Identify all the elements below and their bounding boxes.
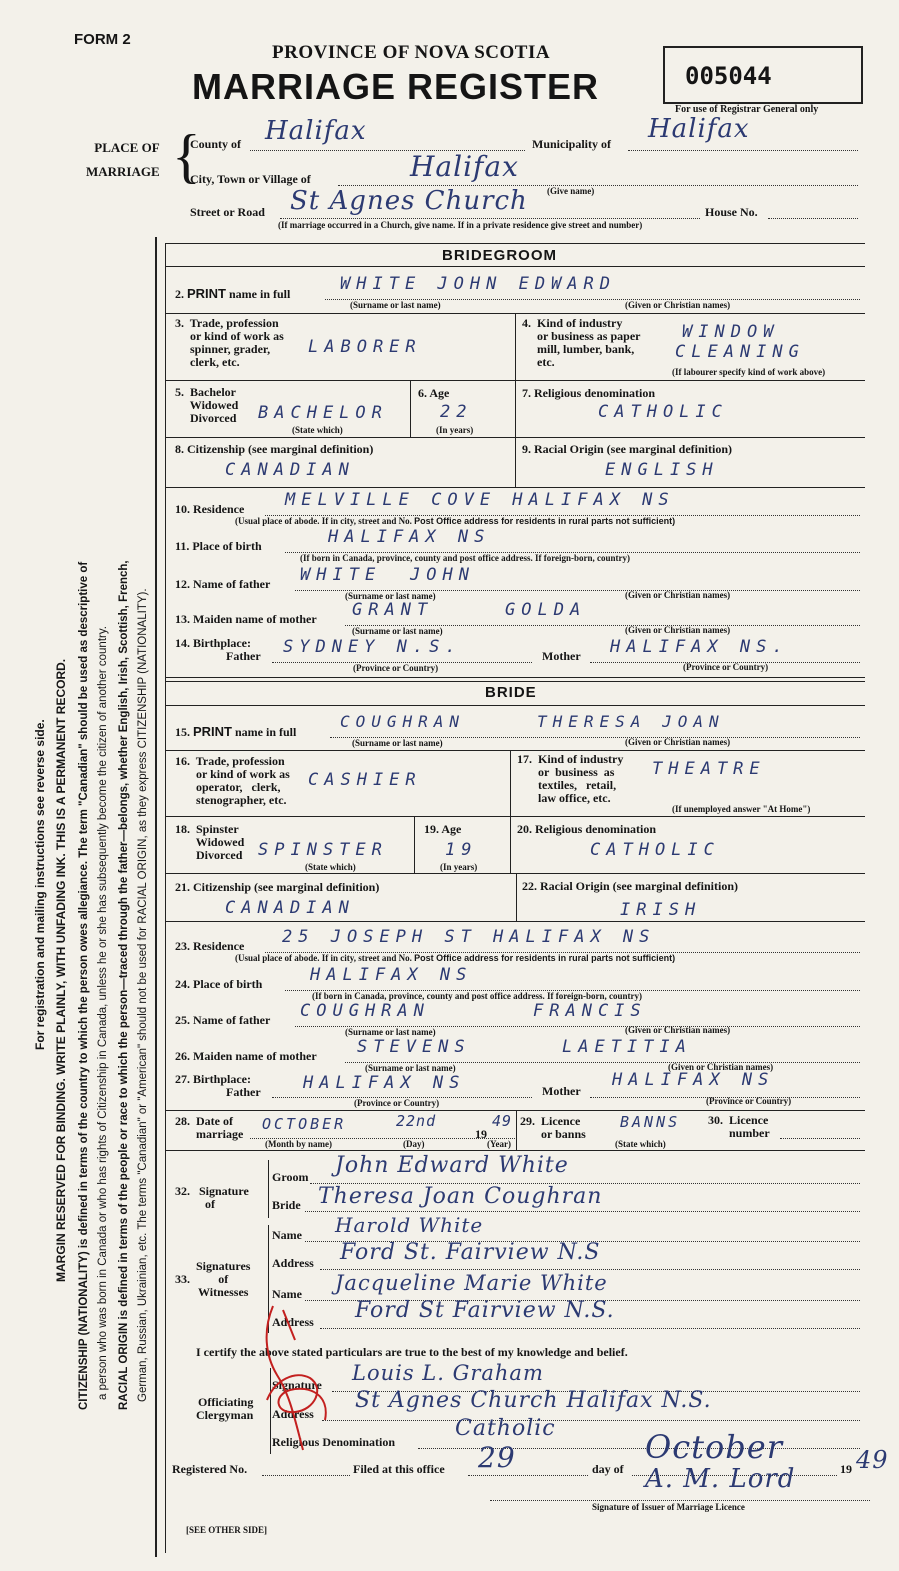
city-value: Halifax [410, 150, 519, 183]
bride-father-bp: HALIFAX NS [303, 1073, 466, 1093]
clergy-religion: Catholic [455, 1416, 556, 1441]
groom-sig-label: Groom [272, 1170, 309, 1184]
municipality-value: Halifax [648, 114, 750, 144]
bride-residence-label: 23. Residence [175, 939, 245, 953]
groom-age-value: 22 [440, 402, 473, 422]
bride-religion-label: 20. Religious denomination [517, 822, 657, 836]
filed-month: October [645, 1428, 783, 1466]
groom-father-given-caption: (Given or Christian names) [625, 590, 731, 600]
see-other-side: [SEE OTHER SIDE] [186, 1525, 268, 1535]
county-value: Halifax [265, 116, 367, 146]
w1-name-label: Name [272, 1228, 302, 1242]
groom-given-caption: (Given or Christian names) [625, 300, 731, 310]
issuer-caption: Signature of Issuer of Marriage Licence [592, 1502, 745, 1512]
bride-surname-caption: (Surname or last name) [352, 738, 443, 748]
groom-residence-value: MELVILLE COVE HALIFAX NS [285, 490, 675, 510]
groom-birth-caption: (If born in Canada, province, county and post office address. If foreign-born, country) [300, 553, 631, 563]
margin-note-2: MARGIN RESERVED FOR BINDING. WRITE PLAINLY, WITH UNFADING INK. THIS IS A PERMANENT RECORD. [54, 658, 68, 1282]
groom-parents-bp-label: 14. Birthplace: Father [175, 636, 261, 663]
bride-mother-surname: STEVENS [357, 1037, 471, 1057]
registrar-note: For use of Registrar General only [675, 104, 819, 115]
bridegroom-heading: BRIDEGROOM [442, 247, 557, 264]
certification-text: I certify the above stated particulars are true to the best of my knowledge and belief. [196, 1345, 628, 1359]
bride-citizenship-label: 21. Citizenship (see marginal definition) [175, 880, 380, 894]
groom-father-surname: WHITE [300, 565, 382, 585]
clergy-address: St Agnes Church Halifax N.S. [355, 1388, 712, 1413]
groom-mother-given-caption: (Given or Christian names) [625, 625, 731, 635]
bride-trade-value: CASHIER [308, 770, 422, 790]
marriage-day: 22nd [396, 1112, 437, 1130]
street-value: St Agnes Church [290, 186, 528, 216]
groom-industry-label: 4. Kind of industry or business as paper mill, lumber, bank, etc. [522, 316, 641, 369]
licence-caption: (State which) [615, 1139, 666, 1149]
city-caption: (Give name) [547, 186, 595, 196]
clergy-signature: Louis L. Graham [352, 1361, 544, 1385]
groom-industry-value2: CLEANING [675, 342, 805, 362]
groom-father-given: JOHN [410, 565, 475, 585]
margin-note-6: German, Russian, Ukrainian, etc. The terms "Canadian" or "American" should not be used for RACIAL ORIGIN, as they express CITIZENSHIP (NATIONALITY). [137, 588, 149, 1402]
filed-day: 29 [478, 1441, 516, 1474]
marriage-date-label: 28. Date of marriage [175, 1114, 244, 1141]
registered-no-label: Registered No. [172, 1462, 248, 1476]
bride-father-given-caption: (Given or Christian names) [625, 1025, 731, 1035]
w2-name: Jacqueline Marie White [335, 1271, 608, 1295]
red-check-mark [255, 1300, 345, 1460]
bride-birth-caption: (If born in Canada, province, county and post office address. If foreign-born, country) [312, 991, 643, 1001]
groom-residence-label: 10. Residence [175, 502, 245, 516]
groom-status-value: BACHELOR [258, 403, 388, 423]
groom-province-caption-f: (Province or Country) [353, 663, 439, 673]
register-number: 005044 [685, 62, 772, 90]
clergy-signature-label: Signature [272, 1378, 322, 1392]
groom-birthplace-value: HALIFAX NS [328, 527, 491, 547]
municipality-label: Municipality of [532, 137, 612, 151]
bride-mother-surname-caption: (Surname or last name) [365, 1063, 456, 1073]
groom-citizenship-value: CANADIAN [225, 460, 355, 480]
groom-industry-value1: WINDOW [682, 322, 780, 342]
bride-father-given: FRANCIS [533, 1001, 647, 1021]
groom-racial-value: ENGLISH [605, 460, 719, 480]
month-caption: (Month by name) [265, 1139, 332, 1149]
groom-racial-label: 9. Racial Origin (see marginal definition) [522, 442, 732, 456]
marriage-month: OCTOBER [262, 1115, 347, 1133]
bride-industry-label: 17. Kind of industry or business as textiles, retail, law office, etc. [517, 752, 624, 805]
groom-father-label: 12. Name of father [175, 577, 271, 591]
licence-label: 29. Licence or banns [520, 1114, 586, 1141]
province-heading: PROVINCE OF NOVA SCOTIA [272, 42, 551, 63]
register-number-box [663, 46, 863, 104]
page-title: MARRIAGE REGISTER [192, 66, 600, 107]
bride-residence-caption: (Usual place of abode. If in city, street and No. Post Office address for residents in rural parts not sufficient) [235, 953, 676, 963]
margin-note-3: CITIZENSHIP (NATIONALITY) is defined in terms of the country to which the person owes allegiance. The term "Canadian" should be used as descriptive of [78, 561, 90, 1410]
issuer-signature: A. M. Lord [645, 1464, 796, 1494]
w1-name: Harold White [335, 1213, 484, 1237]
groom-age-caption: (In years) [436, 425, 474, 435]
groom-industry-caption: (If labourer specify kind of work above) [672, 367, 826, 377]
bride-trade-label: 16. Trade, profession or kind of work as operator, clerk, stenographer, etc. [175, 754, 290, 807]
groom-province-caption-m: (Province or Country) [683, 662, 769, 672]
bride-racial-value: IRISH [620, 900, 702, 920]
bride-name-surname: COUGHRAN [340, 712, 466, 731]
city-label: City, Town or Village of [190, 172, 311, 186]
bride-father-label: 25. Name of father [175, 1013, 271, 1027]
bride-citizenship-value: CANADIAN [225, 898, 355, 918]
groom-surname-caption: (Surname or last name) [350, 300, 441, 310]
groom-mother-bp: HALIFAX NS. [610, 637, 789, 657]
bride-mother-bp: HALIFAX NS [612, 1070, 775, 1090]
margin-note-1: For registration and mailing instructions see reverse side. [33, 719, 47, 1050]
bride-state-caption: (State which) [305, 862, 356, 872]
bride-religion-value: CATHOLIC [590, 840, 720, 860]
bride-sig-label: Bride [272, 1198, 301, 1212]
street-caption: (If marriage occurred in a Church, give name. If in a private residence give street and number) [278, 220, 643, 230]
bride-mother-given-caption: (Given or Christian names) [668, 1062, 774, 1072]
form-number: FORM 2 [74, 31, 131, 48]
filed-label: Filed at this office [353, 1462, 445, 1476]
w2-address: Ford St Fairview N.S. [355, 1298, 615, 1323]
bride-status-value: SPINSTER [258, 840, 388, 860]
groom-religion-value: CATHOLIC [598, 402, 728, 422]
bride-heading: BRIDE [485, 684, 537, 701]
groom-name-label: 2. PRINT name in full [175, 286, 291, 301]
margin-note-5: RACIAL ORIGIN is defined in terms of the people or race to which the person—traced through the father—belongs, whether English, Irish, Scottish, French, [118, 560, 130, 1410]
margin-note-4: a person who was born in Canada or who has rights of Citizenship in Canada, unless he or she has subsequently become the citizen of another country. [97, 626, 109, 1400]
bride-birthplace-value: HALIFAX NS [310, 965, 473, 985]
bride-name-given: THERESA JOAN [537, 712, 725, 731]
clergy-address-label: Address [272, 1407, 314, 1421]
bride-industry-caption: (If unemployed answer "At Home") [672, 804, 811, 814]
bride-province-caption-m: (Province or Country) [706, 1096, 792, 1106]
groom-trade-value: LABORER [308, 337, 422, 357]
w2-name-label: Name [272, 1287, 302, 1301]
place-heading-line2: MARRIAGE [86, 164, 160, 179]
groom-mother-given: GOLDA [505, 600, 587, 620]
bride-name-label: 15. PRINT name in full [175, 724, 297, 739]
bride-industry-value: THEATRE [652, 759, 766, 779]
county-label: County of [190, 137, 242, 151]
groom-mother-surname-caption: (Surname or last name) [352, 626, 443, 636]
w1-address: Ford St. Fairview N.S [340, 1240, 601, 1265]
groom-father-bp: SYDNEY N.S. [283, 637, 462, 657]
groom-mother-bp-label: Mother [542, 649, 581, 663]
groom-birthplace-label: 11. Place of birth [175, 539, 262, 553]
groom-father-surname-caption: (Surname or last name) [345, 591, 436, 601]
groom-mother-surname: GRANT [352, 600, 434, 620]
place-heading-line1: PLACE OF [94, 140, 160, 155]
clergy-label: Officiating Clergyman [196, 1395, 254, 1422]
filed-year: 49 [856, 1446, 889, 1474]
bride-age-value: 19 [445, 840, 478, 860]
bride-father-surname: COUGHRAN [300, 1001, 430, 1021]
w2-address-label: Address [272, 1315, 314, 1329]
clergy-religion-label: Religious Denomination [272, 1435, 396, 1449]
groom-religion-label: 7. Religious denomination [522, 386, 656, 400]
bride-residence-value: 25 JOSEPH ST HALIFAX NS [282, 927, 656, 947]
groom-age-label: 6. Age [418, 386, 450, 400]
bride-mother-label: 26. Maiden name of mother [175, 1049, 317, 1063]
bride-age-caption: (In years) [440, 862, 478, 872]
groom-residence-caption: (Usual place of abode. If in city, street and No. Post Office address for residents in rural parts not sufficient) [235, 516, 676, 526]
marriage-year: 49 [492, 1112, 513, 1130]
place-heading [86, 136, 160, 184]
brace: { [172, 123, 201, 189]
witness-number: 33. [175, 1272, 190, 1286]
groom-status-label: 5. Bachelor Widowed Divorced [175, 385, 239, 425]
bride-racial-label: 22. Racial Origin (see marginal definition) [522, 879, 738, 893]
bride-birthplace-label: 24. Place of birth [175, 977, 263, 991]
licence-number-label: 30. Licence number [708, 1113, 770, 1140]
groom-name-value: WHITE JOHN EDWARD [340, 274, 616, 294]
groom-state-caption: (State which) [292, 425, 343, 435]
bride-age-label: 19. Age [424, 822, 462, 836]
filed-year-prefix: 19 [840, 1462, 852, 1476]
groom-trade-label: 3. Trade, profession or kind of work as spinner, grader, clerk, etc. [175, 316, 284, 369]
groom-citizenship-label: 8. Citizenship (see marginal definition) [175, 442, 374, 456]
street-label: Street or Road [190, 205, 265, 219]
groom-mother-label: 13. Maiden name of mother [175, 612, 317, 626]
bride-mother-given: LAETITIA [562, 1037, 692, 1057]
bride-parents-bp-label: 27. Birthplace: Father [175, 1072, 261, 1099]
bride-status-label: 18. Spinster Widowed Divorced [175, 822, 245, 862]
bride-given-caption: (Given or Christian names) [625, 737, 731, 747]
signature-label: 32. Signature of [175, 1184, 249, 1211]
year-caption: (Year) [487, 1139, 511, 1149]
bride-province-caption-f: (Province or Country) [354, 1098, 440, 1108]
marriage-year-prefix: 19 [475, 1127, 487, 1141]
witness-title: Signatures of Witnesses [196, 1259, 251, 1299]
day-caption: (Day) [403, 1139, 425, 1149]
w1-address-label: Address [272, 1256, 314, 1270]
day-of-label: day of [592, 1462, 624, 1476]
bride-father-surname-caption: (Surname or last name) [345, 1027, 436, 1037]
house-label: House No. [705, 205, 758, 219]
licence-value: BANNS [620, 1113, 681, 1131]
bride-signature: Theresa Joan Coughran [318, 1184, 603, 1209]
bride-mother-bp-label: Mother [542, 1084, 581, 1098]
groom-signature: John Edward White [335, 1153, 569, 1178]
